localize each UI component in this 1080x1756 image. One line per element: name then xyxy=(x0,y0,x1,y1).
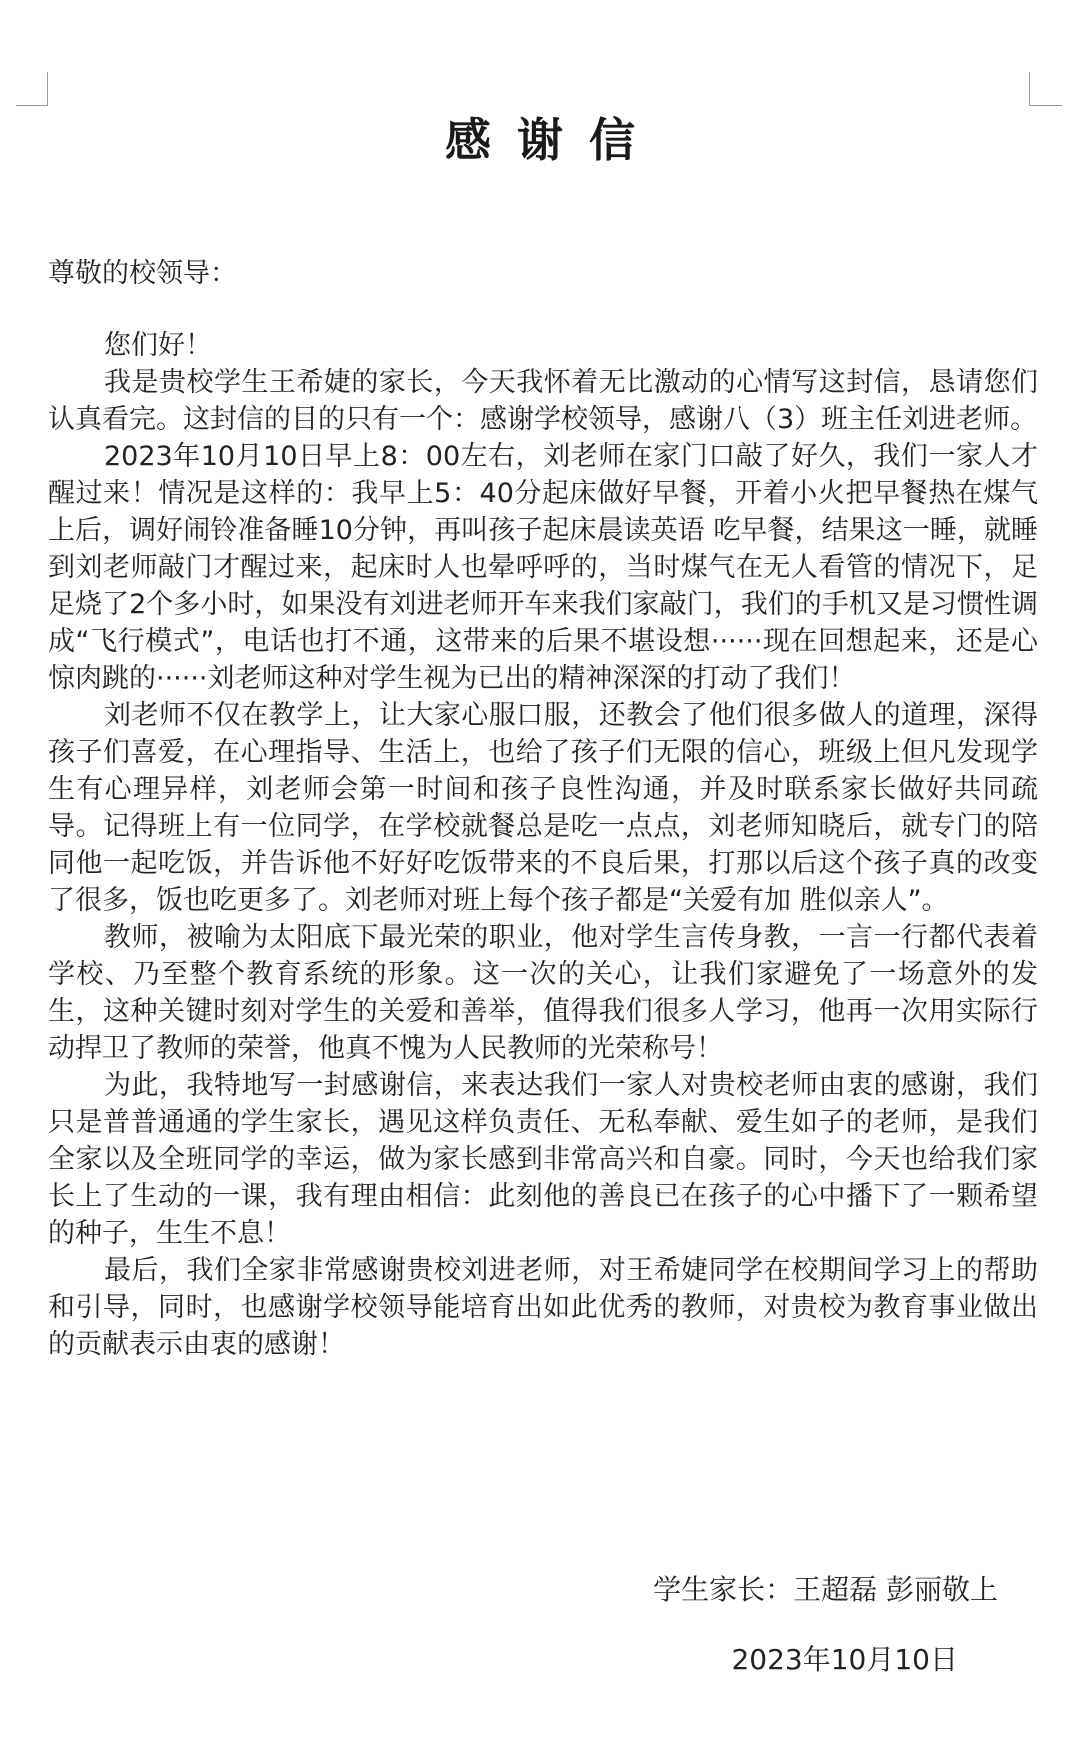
paragraph-teacher-honor: 教师，被喻为太阳底下最光荣的职业，他对学生言传身教，一言一行都代表着学校、乃至整个教育系统的形象。这一次的关心，让我们家避免了一场意外的发生，这种关键时刻对学生的关爱和善举，值得我们很多人学习，他再一次用实际行动捍卫了教师的荣誉，他真不愧为人民教师的光荣称号！ xyxy=(48,922,1038,1064)
letter-date: 2023年10月10日 xyxy=(731,1643,958,1676)
paragraph-teacher-care: 刘老师不仅在教学上，让大家心服口服，还教会了他们很多做人的道理，深得孩子们喜爱，在心理指导、生活上，也给了孩子们无限的信心，班级上但凡发现学生有心理异样，刘老师会第一时间和孩子良性沟通，并及时联系家长做好共同疏导。记得班上有一位同学，在学校就餐总是吃一点点，刘老师知晓后，就专门的陪同他一起吃饭，并告诉他不好好吃饭带来的不良后果，打那以后这个孩子真的改变了很多，饭也吃更多了。刘老师对班上每个孩子都是“关爱有加 胜似亲人”。 xyxy=(48,700,1038,916)
page-corner-mark-top-left xyxy=(16,72,48,106)
paragraph-greeting: 您们好！ xyxy=(104,330,212,361)
paragraph-intro: 我是贵校学生王希婕的家长，今天我怀着无比激动的心情写这封信，恳请您们认真看完。这封信的目的只有一个：感谢学校领导，感谢八（3）班主任刘进老师。 xyxy=(48,367,1038,435)
paragraph-closing: 最后，我们全家非常感谢贵校刘进老师，对王希婕同学在校期间学习上的帮助和引导，同时，也感谢学校领导能培育出如此优秀的教师，对贵校为教育事业做出的贡献表示由衷的感谢！ xyxy=(48,1255,1038,1360)
letter-body xyxy=(48,327,1038,1363)
paragraph-incident: 2023年10月10日早上8：00左右，刘老师在家门口敲了好久，我们一家人才醒过来！情况是这样的：我早上5：40分起床做好早餐，开着小火把早餐热在煤气上后，调好闹铃准备睡10分钟，再叫孩子起床晨读英语 吃早餐，结果这一睡，就睡到刘老师敲门才醒过来，起床时人也晕呼呼的，当时煤气在无人看管的情况下，足足烧了2个多小时，如果没有刘进老师开车来我们家敲门，我们的手机又是习惯性调成“飞行模式”，电话也打不通，这带来的后果不堪设想······现在回想起来，还是心惊肉跳的······刘老师这种对学生视为已出的精神深深的打动了我们！ xyxy=(48,441,1038,694)
paragraph-gratitude: 为此，我特地写一封感谢信，来表达我们一家人对贵校老师由衷的感谢，我们只是普普通通的学生家长，遇见这样负责任、无私奉献、爱生如子的老师，是我们全家以及全班同学的幸运，做为家长感到非常高兴和自豪。同时，今天也给我们家长上了生动的一课，我有理由相信：此刻他的善良已在孩子的心中播下了一颗希望的种子，生生不息！ xyxy=(48,1070,1038,1249)
letter-title: 感谢信 xyxy=(445,113,661,167)
page-corner-mark-top-right xyxy=(1029,72,1062,106)
letter-salutation: 尊敬的校领导： xyxy=(48,258,237,289)
letter-signature: 学生家长：王超磊 彭丽敬上 xyxy=(653,1573,998,1606)
